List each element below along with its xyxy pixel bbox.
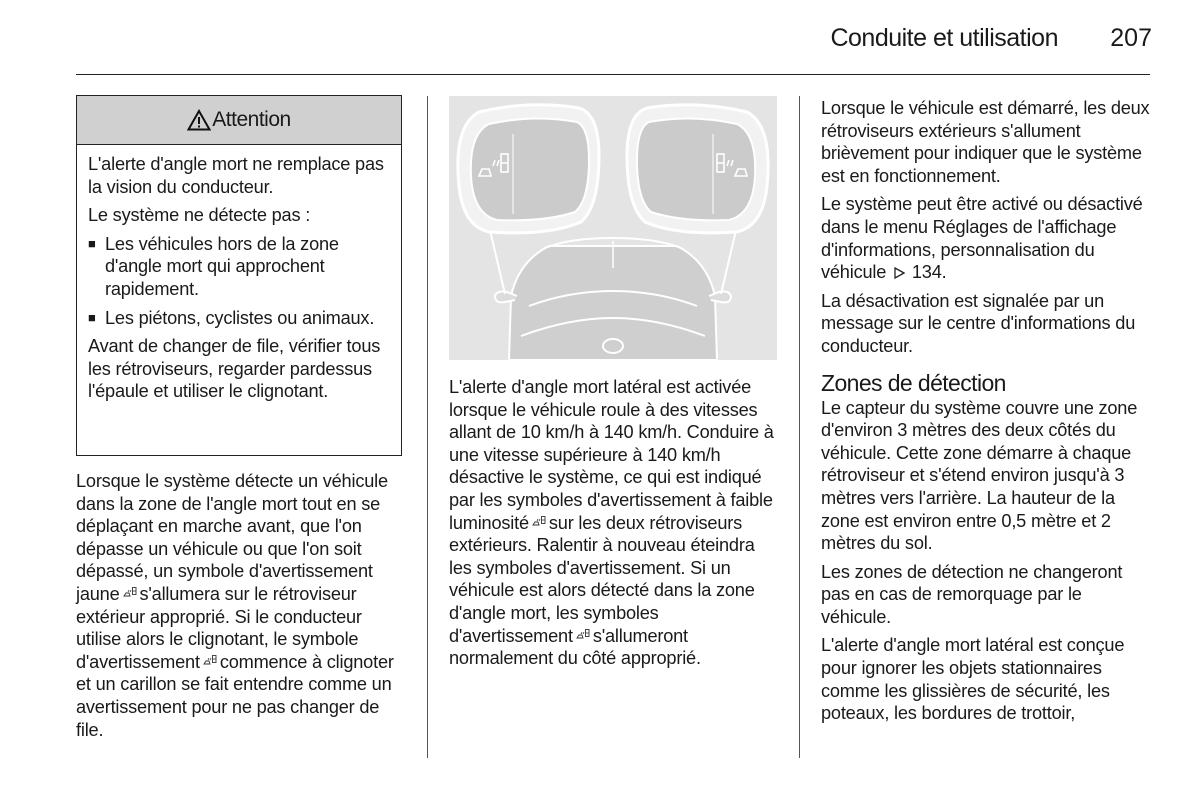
- list-item: [88, 233, 391, 301]
- blind-spot-warning-icon: [532, 516, 546, 527]
- paragraph: Les zones de détection ne changeront pas en cas de remorquage par le véhicule.: [821, 561, 1123, 627]
- text-segment: L'alerte d'angle mort latéral est activée lorsque le véhicule roule à des vitesses allant de 10 km/h à 140 km/h. Conduire à une vitesse supérieure à 140 km/h désactive le système, ce qui est indiqué par les symboles d'avertissement à faible luminosité: [449, 377, 774, 533]
- section-heading: Zones de détection: [821, 369, 1006, 396]
- bullet-text: Les piétons, cyclistes ou animaux.: [105, 307, 375, 328]
- paragraph: [76, 470, 406, 741]
- bullet-square-icon: ■: [88, 309, 96, 325]
- attention-text-2: Le système ne détecte pas :: [88, 205, 311, 226]
- text-segment: commence à clignoter et un carillon se fait entendre comme un avertissement pour ne pas changer de file.: [76, 651, 394, 740]
- bullet-text: Les véhicules hors de la zone d'angle mort qui approchent rapidement.: [105, 233, 339, 299]
- paragraph: Le capteur du système couvre une zone d'environ 3 mètres des deux côtés du véhicule. Cette zone démarre à chaque rétroviseur et s'étend environ jusqu'à 3 mètres vers l'arrière. La hauteur de la zone est environ entre 0,5 mètre et 2 mètres du sol.: [821, 397, 1138, 554]
- paragraph: Lorsque le véhicule est démarré, les deux rétroviseurs extérieurs s'allument brièvement pour indiquer que le système est en fonctionnement.: [821, 98, 1150, 186]
- attention-text-1: L'alerte d'angle mort ne remplace pas la vision du conducteur.: [88, 154, 384, 197]
- text-segment: s'allumera sur le rétroviseur extérieur approprié. Si le conducteur utilise alors le clignotant, le symbole d'avertissement: [76, 583, 362, 672]
- blind-spot-warning-icon: [576, 629, 590, 640]
- text-segment: s'allumeront normalement du côté approprié.: [449, 625, 701, 669]
- list-item: [88, 307, 391, 330]
- column-divider-left: [427, 96, 428, 758]
- attention-box: [76, 95, 402, 456]
- header-divider: [76, 74, 1150, 75]
- column-2-body: [449, 376, 779, 676]
- paragraph: [449, 376, 779, 670]
- settings-menu-name: Réglages: [932, 216, 1008, 237]
- page-reference: 134.: [911, 262, 947, 283]
- mirror-illustration: [449, 96, 777, 360]
- column-divider-right: [799, 96, 800, 758]
- car-mirrors-drawing: [449, 96, 777, 360]
- attention-text-3: Avant de changer de file, vérifier tous les rétroviseurs, regarder pardessus l'épaule et utiliser le clignotant.: [88, 336, 381, 402]
- paragraph: L'alerte d'angle mort latéral est conçue pour ignorer les objets stationnaires comme les glissières de sécurité, les poteaux, les bordures de trottoir,: [821, 635, 1125, 724]
- text-segment: sur les deux rétroviseurs extérieurs. Ralentir à nouveau éteindra les symboles d'avertissement. Si un véhicule est alors détecté dans la zone d'angle mort, les symboles d'avertissement: [449, 512, 755, 646]
- column-1-body: [76, 470, 406, 747]
- blind-spot-warning-icon: [203, 655, 217, 666]
- column-3-body: [821, 97, 1152, 731]
- blind-spot-warning-icon: [123, 587, 137, 598]
- text-segment: de l'affichage d'informations, personnalisation du véhicule: [821, 216, 1117, 283]
- warning-triangle-icon: [187, 109, 211, 131]
- page-header-title: Conduite et utilisation: [830, 24, 1058, 52]
- text-segment: Le système peut être activé ou désactivé dans le menu: [821, 194, 1143, 237]
- page-number: 207: [1110, 24, 1152, 52]
- attention-header: [77, 96, 401, 145]
- paragraph: [821, 193, 1152, 283]
- text-segment: Lorsque le système détecte un véhicule dans la zone de l'angle mort tout en se déplaçant en marche avant, que l'on dépasse un véhicule ou que l'on soit dépassé, un symbole d'avertissement jaune: [76, 471, 388, 604]
- paragraph: La désactivation est signalée par un message sur le centre d'informations du conducteur.: [821, 290, 1136, 356]
- bullet-square-icon: ■: [88, 235, 96, 251]
- attention-title: Attention: [212, 108, 291, 131]
- page-reference-triangle-icon: [893, 267, 905, 279]
